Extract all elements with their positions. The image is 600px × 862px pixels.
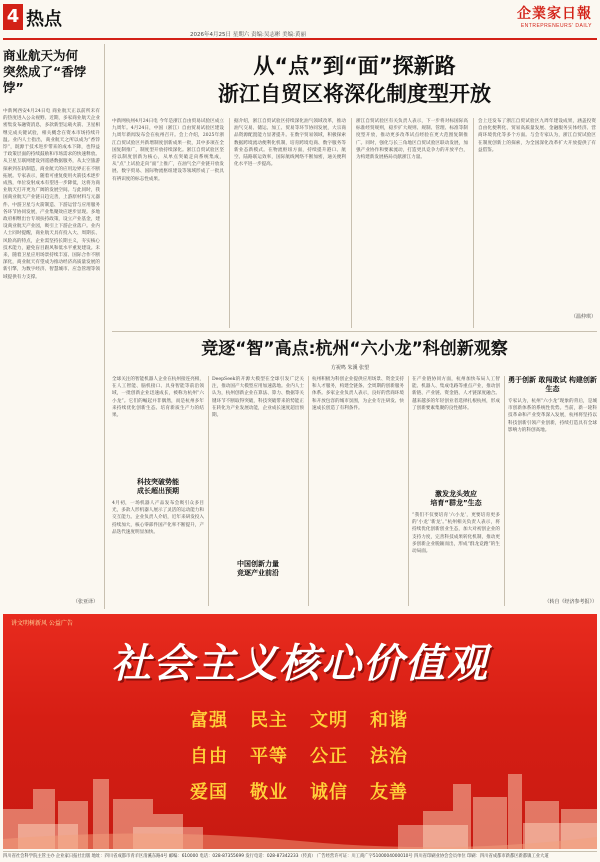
left-story-body: 中新网西安4月24日电 商业航天正以前所未有的热度进入公众视野。近期，多家商业航天企业密集发布融资消息，多款新型运载火箭、卫星相继完成关键试验，相关概念在资本市场持续升温。业内人士指出，商业航天之所以成为“香饽饽”，既源于技术进步带来的成本下降，也得益于政策层面的持续鼓励和市场需求的快速释放。从卫星互联网建设到遥感数据服务，从太空旅游探索到在轨制造，商业航天的应用边界正在不断拓展。专家表示，随着可重复使用火箭技术逐步成熟，单位发射成本有望进一步降低，这将为商业航天打开更为广阔的发展空间。与此同时，我国商业航天产业链日趋完善，上游原材料与元器件、中游卫星与火箭制造、下游运营与应用服务各环节协同发展，产业集聚效应逐步显现。多地政府相继出台专项扶持政策，设立产业基金，建设商业航天产业园，吸引上下游企业落户。业内人士同时提醒，商业航天具有投入大、周期长、风险高的特点，企业需坚持长期主义，夯实核心技术能力，避免盲目跟风和低水平重复建设。未来，随着卫星应用场景持续丰富、国际合作不断深化，商业航天有望成为推动经济高质量发展的新引擎，为数字经济、智慧城市、应急管理等领域提供有力支撑。 <box>3 109 100 280</box>
subhead-3 <box>412 490 500 508</box>
second-story-col5: “我们不仅要培育‘六小龙’，更要培育更多的‘小龙’‘新龙’。”杭州相关负责人表示，将持续优化创新创业生态，加大对初创企业的支持力度，完善科技成果转化机制，推动更多创新企业脱颖而出，形成“群龙竞跑”的生动局面。 <box>412 513 500 555</box>
banner-tag: 讲文明树新风 公益广告 <box>11 620 73 627</box>
main-headline-line2: 浙江自贸区将深化制度型开放 <box>218 82 491 106</box>
value-word: 文明 <box>310 710 348 731</box>
value-word: 爱国 <box>190 782 228 803</box>
second-story-col1b: 4月初，一场机器人产品发布会吸引众多目光，多款人形机器人展示了灵活的运动能力和交互能力。企业负责人介绍，近年来研发投入持续加大，核心零部件国产化率不断提升，产品迭代速度明显加快。 <box>112 501 204 535</box>
column-divider <box>229 118 230 328</box>
value-word: 敬业 <box>250 782 288 803</box>
second-story-col2-wrap <box>212 376 304 606</box>
main-story-col2: 据介绍，浙江自贸试验区持续深化油气领域改革，推动油气交易、储运、加工、贸易等环节协同发展，大宗商品资源配置能力显著提升。在数字贸易领域，积极探索数据跨境流动便利化机制，培育跨境电商、数字服务等新业态新模式。在物流枢纽方面，持续提升港口、航空、陆路联运效率，国际航线网络不断加密，通关便利化水平进一步提高。 <box>234 119 346 168</box>
left-story-title <box>3 48 100 96</box>
second-story-col4-wrap <box>412 376 500 606</box>
left-title-line1: 商业航天为何 <box>3 48 79 63</box>
subhead-3-line2: 培育“群龙”生态 <box>430 499 482 507</box>
subhead-2 <box>212 560 304 578</box>
subhead-1 <box>112 478 204 496</box>
subhead-1-line1: 科技突破势能 <box>137 478 179 486</box>
brand-name-cn: 企業家日報 <box>517 6 592 22</box>
left-story-byline: （张亚译） <box>72 599 98 605</box>
column-divider <box>208 376 209 606</box>
subhead-2-line1: 中国创新力量 <box>237 560 279 568</box>
second-story-col1-wrap <box>112 376 204 606</box>
second-story-col4: 在产业链协同方面，杭州加快布局人工智能、机器人、集成电路等重点产业，推动创新链、产业链、资金链、人才链深度融合。越来越多的年轻创业者选择扎根杭州，形成了创新要素集聚的良性循环。 <box>412 377 500 411</box>
second-story-byline: （转自《经济参考报》） <box>544 599 597 605</box>
value-word: 公正 <box>310 746 348 767</box>
second-story-col3: 杭州积极为科创企业提供应用场景、资金支持和人才服务，构建全链条、全周期的创新服务体系。多家企业负责人表示，良好的营商环境和开放包容的城市氛围，为企业专注研发、快速成长创造了有利条件。 <box>312 377 404 411</box>
second-story-col6: 专家认为，杭州“六小龙”现象的背后，是城市创新体系的系统性优势。当前，新一轮科技革命和产业变革深入发展，杭州将坚持以科技创新引领产业创新，持续打造具有全球影响力的科创高地。 <box>508 399 597 433</box>
left-story <box>3 44 105 609</box>
value-word: 诚信 <box>310 782 348 803</box>
section-number-badge: 4 <box>3 4 23 30</box>
section-name: 热点 <box>26 9 62 30</box>
value-word: 自由 <box>190 746 228 767</box>
column-divider <box>473 118 474 328</box>
main-headline-line1: 从“点”到“面”探新路 <box>253 54 456 78</box>
public-service-banner <box>3 614 597 849</box>
left-title-line2: 突然成了“香饽饽” <box>3 64 87 95</box>
value-word: 友善 <box>370 782 408 803</box>
main-story-col4: 会上还发布了浙江自贸试验区九周年建设成果，涵盖投资自由化便利化、贸易高质量发展、金融服务实体经济、营商环境优化等多个方面。与会专家认为，浙江自贸试验区在制度创新上的探索，为全国深化改革扩大开放提供了有益借鉴。 <box>478 119 596 153</box>
second-story-author: 方祝鸣 朱溪 张望 <box>330 365 370 371</box>
second-story-col1: 全球关注的智能机器人企业在杭州接连亮相，在人工智能、脑机接口、具身智能等前沿领域，一批创新企业迅速成长，被称为杭州“六小龙”。它们的崛起并非偶然，而是杭州多年来持续优化创新生态、培育新质生产力的结果。 <box>112 377 204 419</box>
main-story-byline: （温仲琪） <box>570 314 596 320</box>
newspaper-brand <box>517 3 592 29</box>
main-headline <box>112 52 597 108</box>
main-story-col1: 中新网杭州4月24日电 今年是浙江自由贸易试验区成立九周年。4月24日，中国（浙江）自由贸易试验区建设九周年新闻发布会在杭州召开。会上介绍，2025年浙江自贸试验区共新增制度创新成果一批，其中多项在全国复制推广，制度型开放持续深化。浙江自贸试验区坚持以制度创新为核心，从单点突破走向系统集成，从“点”上试验走向“面”上推广，在油气全产业链开放发展、数字贸易、国际物流枢纽建设等领域形成了一批具有辨识度的标志性成果。 <box>112 119 224 182</box>
section-divider <box>112 331 597 332</box>
city-skyline-illustration <box>3 739 597 849</box>
column-divider <box>308 376 309 606</box>
page-footer: 四川省社会科学院主管主办 企业家日报社出版 地址：四川省成都市青羊区清溪东路4号 邮编：610000 电话：028-87355699 发行电话：028-87342233（传真） 广告经营许可证：川工商广字5100004000010号 四川省印刷业协会会员单位 印刷：四川省成都市新都区新都镇工业大道 <box>3 851 597 861</box>
issue-meta: 2026年4月25日 星期六 责编:吴志彬 美编:黄丽 <box>190 32 306 38</box>
column-divider <box>408 376 409 606</box>
value-word: 和谐 <box>370 710 408 731</box>
column-divider <box>351 118 352 328</box>
subhead-3-line1: 激发龙头效应 <box>435 490 477 498</box>
column-divider <box>504 376 505 606</box>
brand-name-en: ENTREPRENEURS' DAILY <box>520 23 592 29</box>
subhead-2-line2: 竞逐产业前沿 <box>237 569 279 577</box>
value-word: 民主 <box>250 710 288 731</box>
masthead <box>0 0 600 40</box>
header-rule <box>3 38 597 40</box>
value-word: 法治 <box>370 746 408 767</box>
subhead-4: 勇于创新 敢闯敢试 构建创新生态 <box>508 376 597 393</box>
second-story-col2: DeepSeek的开源大模型在全球引发广泛关注，推动国产大模型应用加速落地。业内人士认为，杭州创新企业在算法、算力、数据等关键环节不断取得突破，科技突破带来的势能正在转化为产业发展动能，企业成长速度超出预期。 <box>212 377 304 419</box>
value-word: 平等 <box>250 746 288 767</box>
main-story-col3: 浙江自贸试验区有关负责人表示，下一步将对标国际高标准经贸规则，稳步扩大规则、规制、管理、标准等制度型开放，推动更多改革试点经验在更大范围复制推广。同时，强化与长三角地区自贸试验区联动发展，加强产业协作和要素流动，打造更具竞争力的开放平台，为构建新发展格局贡献浙江力量。 <box>356 119 468 161</box>
main-story-col4-wrap <box>478 118 596 328</box>
banner-slogan: 社会主义核心价值观 <box>111 640 489 687</box>
value-word: 富强 <box>190 710 228 731</box>
second-story-col6-wrap <box>508 376 597 606</box>
second-story-headline: 竞逐“智”高点:杭州“六小龙”科创新观察 <box>201 339 508 359</box>
subhead-1-line2: 成长超出预期 <box>137 487 179 495</box>
